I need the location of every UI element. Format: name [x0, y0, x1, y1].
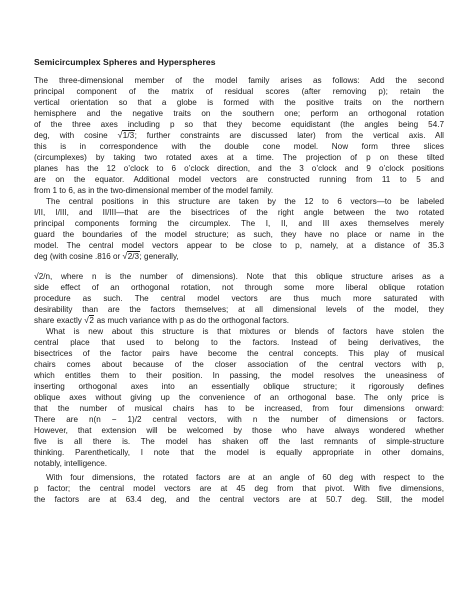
section-heading: Semicircumplex Spheres and Hyperspheres [34, 57, 216, 67]
text-line: principal component of the matrix of residual scores (after removing p); retain the [34, 87, 444, 96]
text-line: There are n(n − 1)/2 central vectors, with n the number of dimensions or factors. [34, 415, 444, 424]
text-line [34, 315, 444, 326]
text-run: ; further constraints are discussed later) from the vertical axis. All [134, 131, 444, 140]
text-line: are on the equator. Additional model vectors are constructed running from 11 to 5 and [34, 175, 444, 184]
text-line: planes has the 12 o’clock to 6 o’clock direction, and the 3 o’clock and 9 o’clock positions [34, 164, 444, 173]
text-line: notably, intelligence. [34, 459, 108, 468]
text-run: ; generally, [139, 252, 179, 261]
text-line: model. The central model vectors appear to be close to p, namely, at a distance of 35.3 [34, 241, 444, 250]
text-run: as much variance with p as do the orthogonal factors. [94, 316, 290, 325]
text-line: I/II, I/III, and II/III—that are the bisectrices of the right angle between the two rotated [34, 208, 444, 217]
text-line [34, 251, 444, 262]
text-line: side effect of an orthogonal rotation, not through some more liberal oblique rotation [34, 283, 444, 292]
square-root-symbol: √2/n [34, 271, 51, 281]
square-root-symbol: √2 [84, 315, 94, 325]
text-line: principal components forming the circumplex. The I, II, and III axes themselves merely [34, 219, 444, 228]
text-line: from 1 to 6, as in the two-dimensional member of the model family. [34, 186, 274, 195]
text-line: p factor; the central model vectors are at 45 deg from that pivot. With five dimensions, [34, 484, 444, 493]
text-line: bisectrices of the factor pairs have become the central concepts. This play of musical [34, 349, 444, 358]
text-line: inserting orthogonal axes into an essentially oblique structure; it rigorously defines [34, 382, 444, 391]
text-line: this is in correspondence with the double cone model. Now form three slices [34, 142, 444, 151]
text-line: the factors are at 63.4 deg, and the central vectors are at 50.7 deg. Still, the model [34, 495, 444, 504]
text-line: The three-dimensional member of the model family arises as follows: Add the second [34, 76, 444, 85]
text-line: guard the boundaries of the model structure; as such, they have no place or name in the [34, 230, 444, 239]
text-line: of the three axes including p so that they become equidistant (the angles being 54.7 [34, 120, 444, 129]
text-line: chairs comes about because of the closer association of the central vectors with p, [34, 360, 444, 369]
text-line: procedure as such. The central model vectors are thus much more saturated with [34, 294, 444, 303]
text-line: The central positions in this structure are taken by the 12 to 6 vectors—to be labeled [46, 197, 444, 206]
square-root-argument: 1/3 [122, 131, 135, 140]
text-line: desirability than are the factors themselves; at all dimensional levels of the model, they [34, 305, 444, 314]
text-line: vertical orientation so that a globe is formed with the positive traits on the northern [34, 98, 444, 107]
text-line: five is all there is. The model has shaken off the last remnants of simple-structure [34, 437, 444, 446]
square-root-argument: 2/3 [127, 252, 140, 261]
text-line: hemisphere and the negative traits on the southern one; perform an orthogonal rotation [34, 109, 444, 118]
text-run: deg (with cosine .816 or [34, 252, 123, 261]
text-line: With four dimensions, the rotated factors are at an angle of 60 deg with respect to the [46, 473, 444, 482]
text-run: share exactly [34, 316, 85, 325]
text-line: central place that used to belong to the factors. Instead of being derivatives, the [34, 338, 444, 347]
text-line [34, 271, 444, 282]
text-run: , where n is the number of dimensions). Note that this oblique structure arises as a [50, 272, 444, 281]
square-root-argument: 2/n [38, 272, 51, 281]
square-root-symbol: √1/3 [117, 130, 135, 140]
text-line: that the number of musical chairs has to be increased, from four dimensions onward: [34, 404, 444, 413]
text-line: (circumplexes) by taking two rotated axes at a time. The projection of p on these tilted [34, 153, 444, 162]
text-line: oblique axes without giving up the convenience of an orthogonal base. The only price is [34, 393, 444, 402]
text-line [34, 130, 444, 141]
text-run: deg, with cosine [34, 131, 118, 140]
text-line: thinking. Parenthetically, I note that the model is equally appropriate in other domains, [34, 448, 444, 457]
text-line: However, that extension will be welcomed by those who have always wondered whether [34, 426, 444, 435]
text-line: which entitles them to their position. In passing, the model resolves the uneasiness of [34, 371, 444, 380]
square-root-symbol: √2/3 [122, 251, 140, 261]
text-line: What is new about this structure is that mixtures or blends of factors have stolen the [46, 327, 444, 336]
square-root-argument: 2 [89, 316, 94, 325]
